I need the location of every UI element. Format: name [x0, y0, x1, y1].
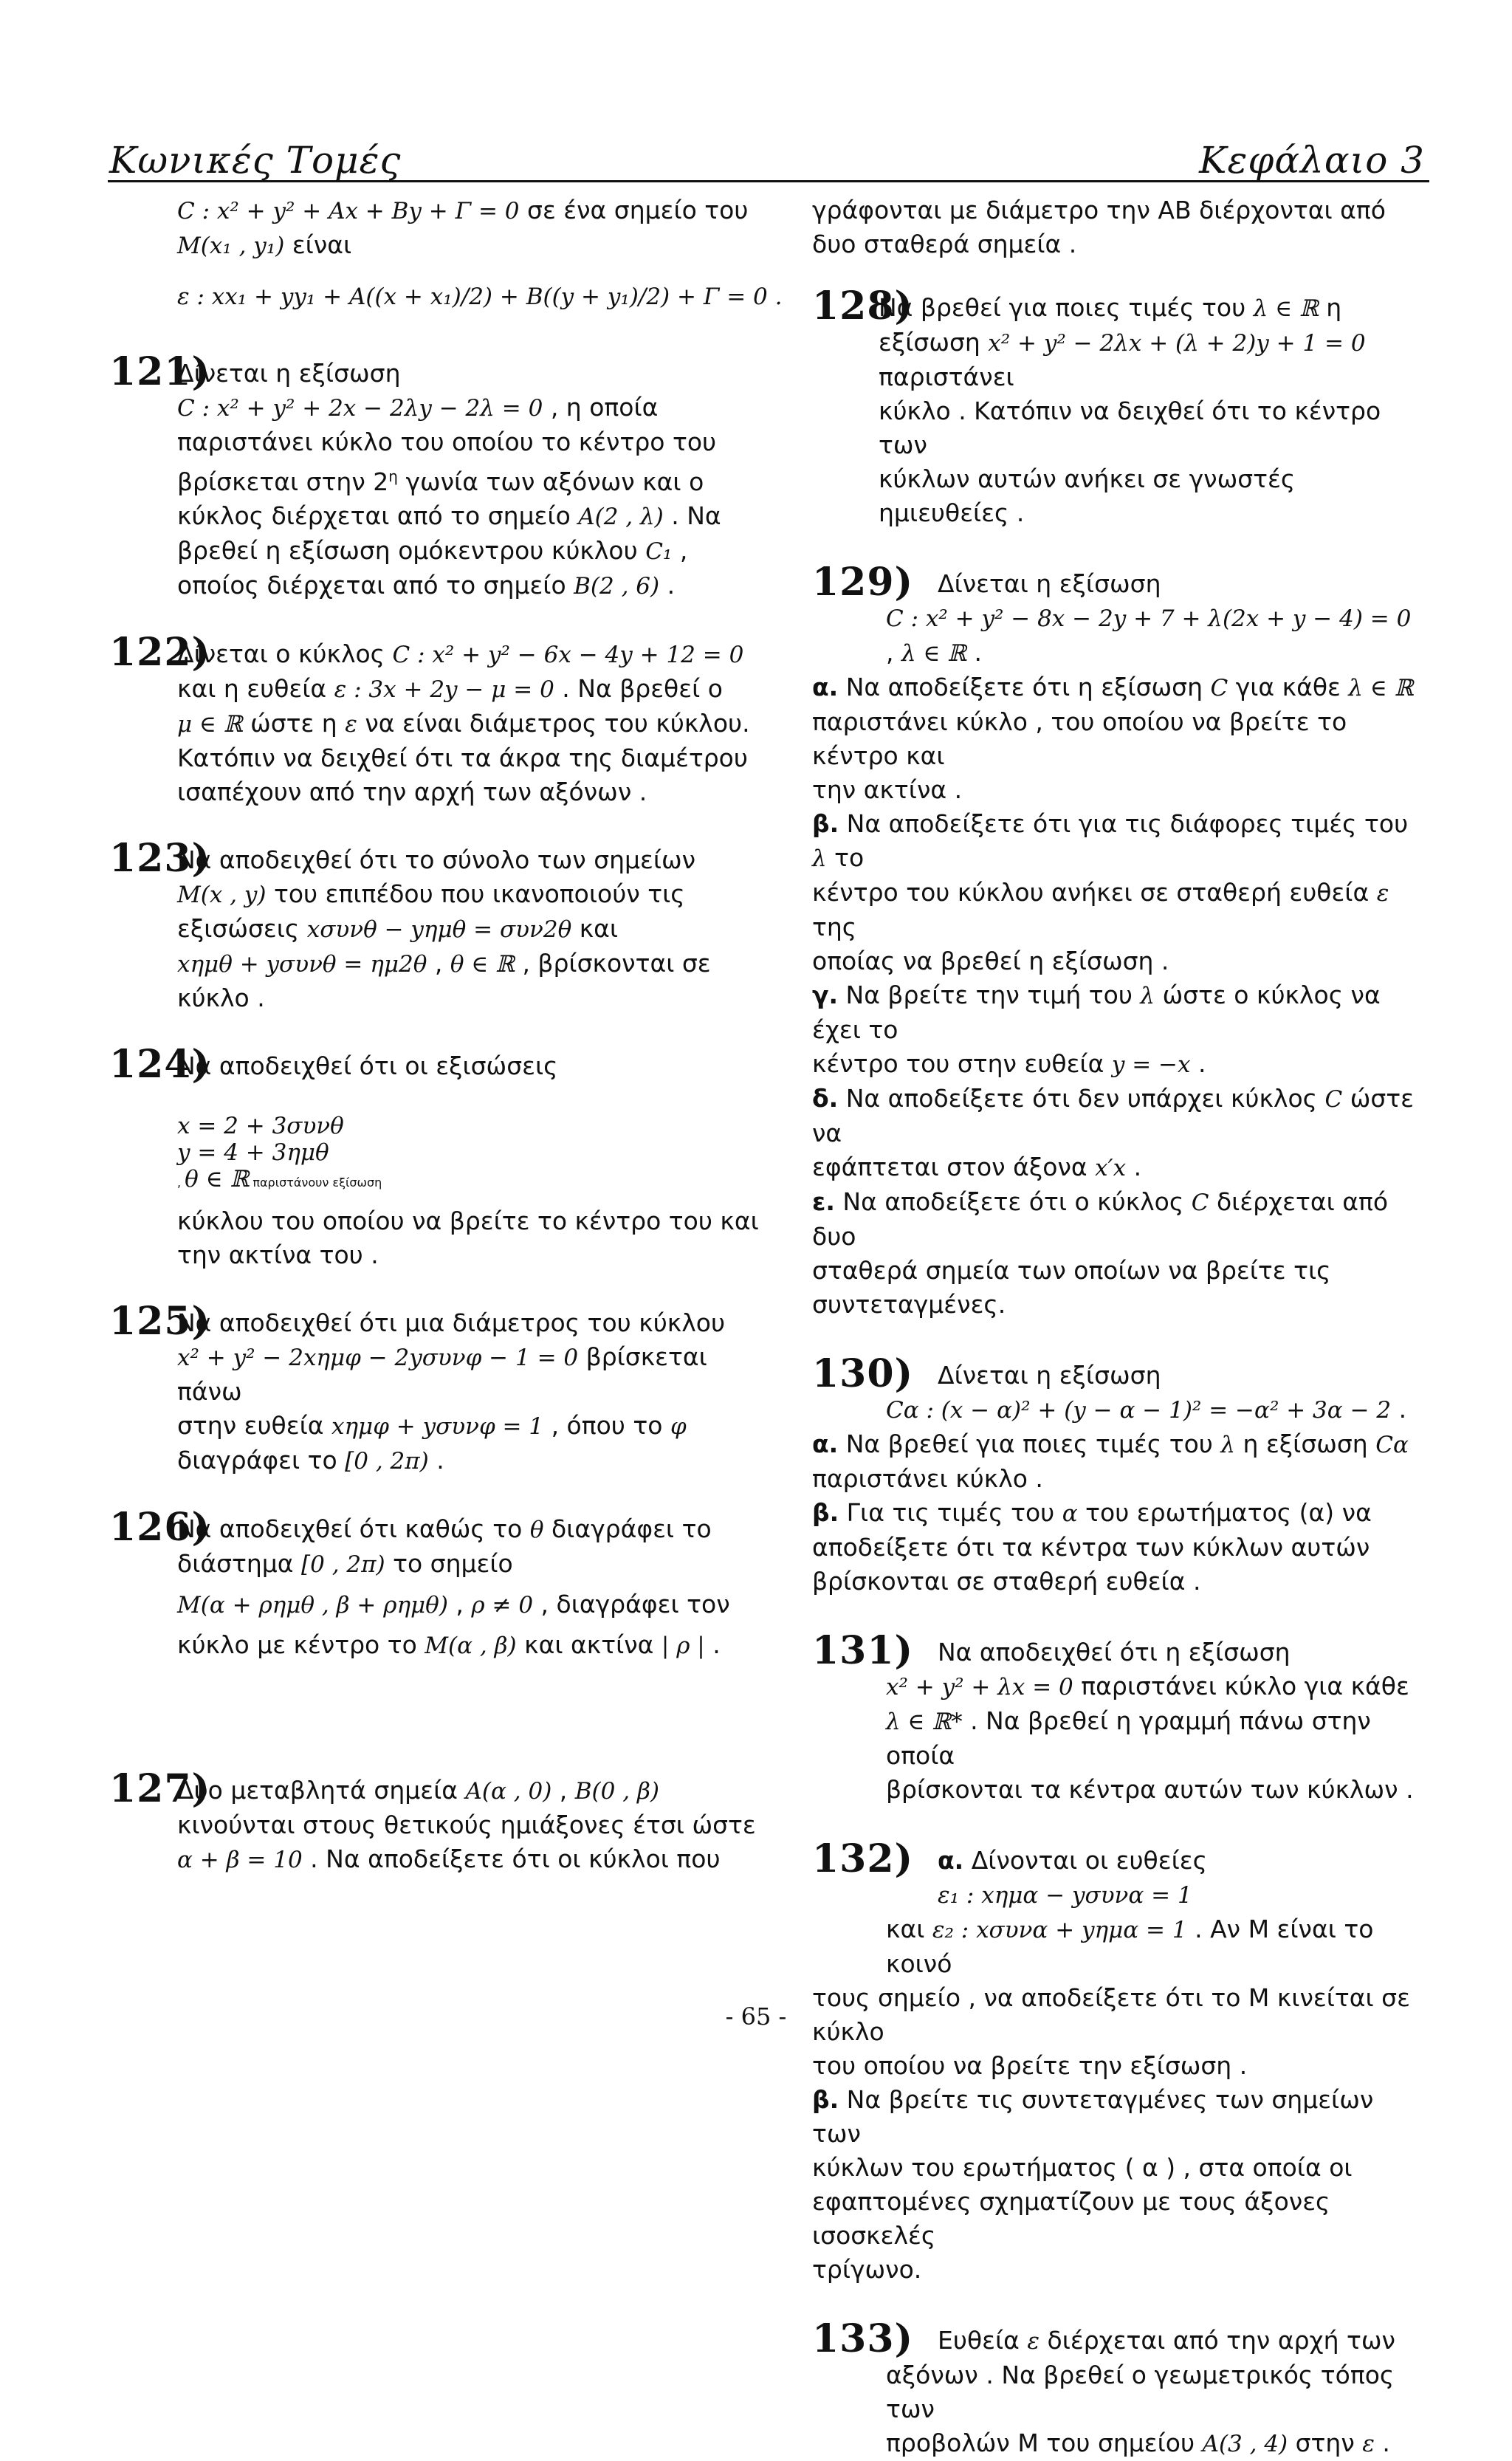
problem-number: 122): [109, 630, 211, 675]
problem-number: 129): [812, 560, 914, 605]
problem-130: 130) Δίνεται η εξίσωση Cα : (x − α)² + (y − α − 1)² = −α² + 3α − 2 . α. Να βρεθεί για ποιες τιμές του λ η εξίσωση Cα παριστάνει κύκλο . β. Για τις τιμές του α του ερωτήματος (α) να αποδείξετε ότι τα κέντρα των κύκλων αυτών βρίσκονται σε σταθερή ευθεία .: [812, 1351, 1409, 1596]
continued-127: γράφονται με διάμετρο την ΑΒ διέρχονται από δυο σταθερά σημεία .: [812, 196, 1386, 258]
problem-number: 128): [812, 284, 914, 329]
problem-number: 131): [812, 1628, 914, 1673]
problem-number: 126): [109, 1505, 211, 1550]
intro-block: C : x² + y² + Ax + By + Γ = 0 σε ένα σημείο του M(x₁ , y₁) είναι ε : xx₁ + yy₁ + A((x + x₁)/2) + B((y + y₁)/2) + Γ = 0 .: [177, 196, 783, 310]
intro-tangent-formula: ε : xx₁ + yy₁ + A((x + x₁)/2) + B((y + y₁)/2) + Γ = 0 .: [177, 284, 783, 310]
problem-126: 126) Να αποδειχθεί ότι καθώς το θ διαγράφει το διάστημα [0 , 2π) το σημείο M(α + ρημθ , β + ρημθ) , ρ ≠ 0 , διαγράφει τον κύκλο με κέντρο το M(α , β) και ακτίνα | ρ | .: [109, 1505, 730, 1659]
header-chapter-number: Κεφάλαιο 3: [1199, 139, 1425, 182]
problem-number: 132): [812, 1836, 914, 1881]
problem-number: 130): [812, 1351, 914, 1396]
intro-formula: C : x² + y² + Ax + By + Γ = 0: [177, 198, 520, 224]
problem-number: 125): [109, 1299, 211, 1344]
problem-131: 131) Να αποδειχθεί ότι η εξίσωση x² + y² + λx = 0 παριστάνει κύκλο για κάθε λ ∈ ℝ* . Να βρεθεί η γραμμή πάνω στην οποία βρίσκονται τα κέντρα αυτών των κύκλων .: [812, 1628, 1414, 1804]
problem-127: 127) Δυο μεταβλητά σημεία A(α , 0) , B(0 , β) κινούνται στους θετικούς ημιάξονες έτσι ώστε α + β = 10 . Να αποδείξετε ότι οι κύκλοι που: [109, 1766, 756, 1873]
page-number: - 65 -: [725, 2002, 787, 2031]
problem-125: 125) Να αποδειχθεί ότι μια διάμετρος του κύκλου x² + y² − 2xημφ − 2yσυνφ − 1 = 0 βρίσκεται πάνω στην ευθεία xημφ + yσυνφ = 1 , όπου το φ διαγράφει το [0 , 2π) .: [109, 1299, 726, 1475]
problem-128: 128) Να βρεθεί για ποιες τιμές του λ ∈ ℝ η εξίσωση x² + y² − 2λx + (λ + 2)y + 1 = 0 παριστάνει κύκλο . Κατόπιν να δειχθεί ότι το κέντρο των κύκλων αυτών ανήκει σε γνωστές ημιευθείες .: [812, 284, 1381, 527]
right-column: [812, 193, 1425, 2461]
intro-point: M(x₁ , y₁): [177, 233, 285, 259]
left-column: [109, 193, 783, 1877]
problem-123: 123) Να αποδειχθεί ότι το σύνολο των σημείων M(x , y) του επιπέδου που ικανοποιούν τις εξισώσεις xσυνθ − yημθ = συν2θ και xημθ + yσυνθ = ημ2θ , θ ∈ ℝ , βρίσκονται σε κύκλο .: [109, 836, 711, 1012]
header-chapter-title: Κωνικές Τομές: [109, 139, 402, 182]
problem-133: 133) Ευθεία ε διέρχεται από την αρχή των αξόνων . Να βρεθεί ο γεωμετρικός τόπος των προβολών Μ του σημείου A(3 , 4) στην ε .: [812, 2316, 1395, 2457]
problem-121: 121) Δίνεται η εξίσωση C : x² + y² + 2x − 2λy − 2λ = 0 , η οποία παριστάνει κύκλο του οποίου το κέντρο του βρίσκεται στην $2^\eta$ γωνία των αξόνων και ο κύκλος διέρχεται από το σημείο A(2 , λ) . Να βρεθεί η εξίσωση ομόκεντρου κύκλου C₁ , οποίος διέρχεται από το σημείο B(2 , 6) .: [109, 349, 721, 600]
problem-132: 132) α. Δίνονται οι ευθείες ε₁ : xημα − yσυνα = 1 και ε₂ : xσυνα + yημα = 1 . Αν Μ είναι το κοινό τους σημείο , να αποδείξετε ότι το Μ κινείται σε κύκλο του οποίου να βρείτε την εξίσωση . β. Να βρείτε τις συντεταγμένες των σημείων των κύκλων του ερωτήματος ( α ) , στα οποία οι εφαπτομένες σχηματίζουν με τους άξονες ισοσκελές τρίγωνο.: [812, 1836, 1410, 2284]
problem-129: 129) Δίνεται η εξίσωση C : x² + y² − 8x − 2y + 7 + λ(2x + y − 4) = 0 , λ ∈ ℝ . α. Να αποδείξετε ότι η εξίσωση C για κάθε λ ∈ ℝ παριστάνει κύκλο , του οποίου να βρείτε το κέντρο και την ακτίνα . β. Να αποδείξετε ότι για τις διάφορες τιμές του λ το κέντρο του κύκλου ανήκει σε σταθερή ευθεία ε της οποίας να βρεθεί η εξίσωση . γ. Να βρείτε την τιμή του λ ώστε ο κύκλος να έχει το κέντρο του στην ευθεία y = −x . δ. Να αποδείξετε ότι δεν υπάρχει κύκλος C ώστε να εφάπτεται στον άξονα x′x . ε. Να αποδείξετε ότι ο κύκλος C διέρχεται από δυο σταθερά σημεία των οποίων να βρείτε τις συντεταγμένες.: [812, 560, 1415, 1319]
problem-122: 122) Δίνεται ο κύκλος C : x² + y² − 6x − 4y + 12 = 0 και η ευθεία ε : 3x + 2y − μ = 0 . Να βρεθεί ο μ ∈ ℝ ώστε η ε να είναι διάμετρος του κύκλου. Κατόπιν να δειχθεί ότι τα άκρα της διαμέτρου ισαπέχουν από την αρχή των αξόνων .: [109, 630, 750, 806]
problem-number: 121): [109, 349, 211, 394]
problem-number: 133): [812, 2316, 914, 2361]
problem-number: 127): [109, 1766, 211, 1811]
problem-124: 124) Να αποδειχθεί ότι οι εξισώσεις x = 2 + 3συνθ y = 4 + 3ημθ , θ ∈ ℝ παριστάνουν εξίσωση κύκλου του οποίου να βρείτε το κέντρο του και την ακτίνα του .: [109, 1042, 759, 1269]
problem-number: 124): [109, 1042, 211, 1087]
header-rule: [108, 180, 1429, 182]
problem-number: 123): [109, 836, 211, 881]
